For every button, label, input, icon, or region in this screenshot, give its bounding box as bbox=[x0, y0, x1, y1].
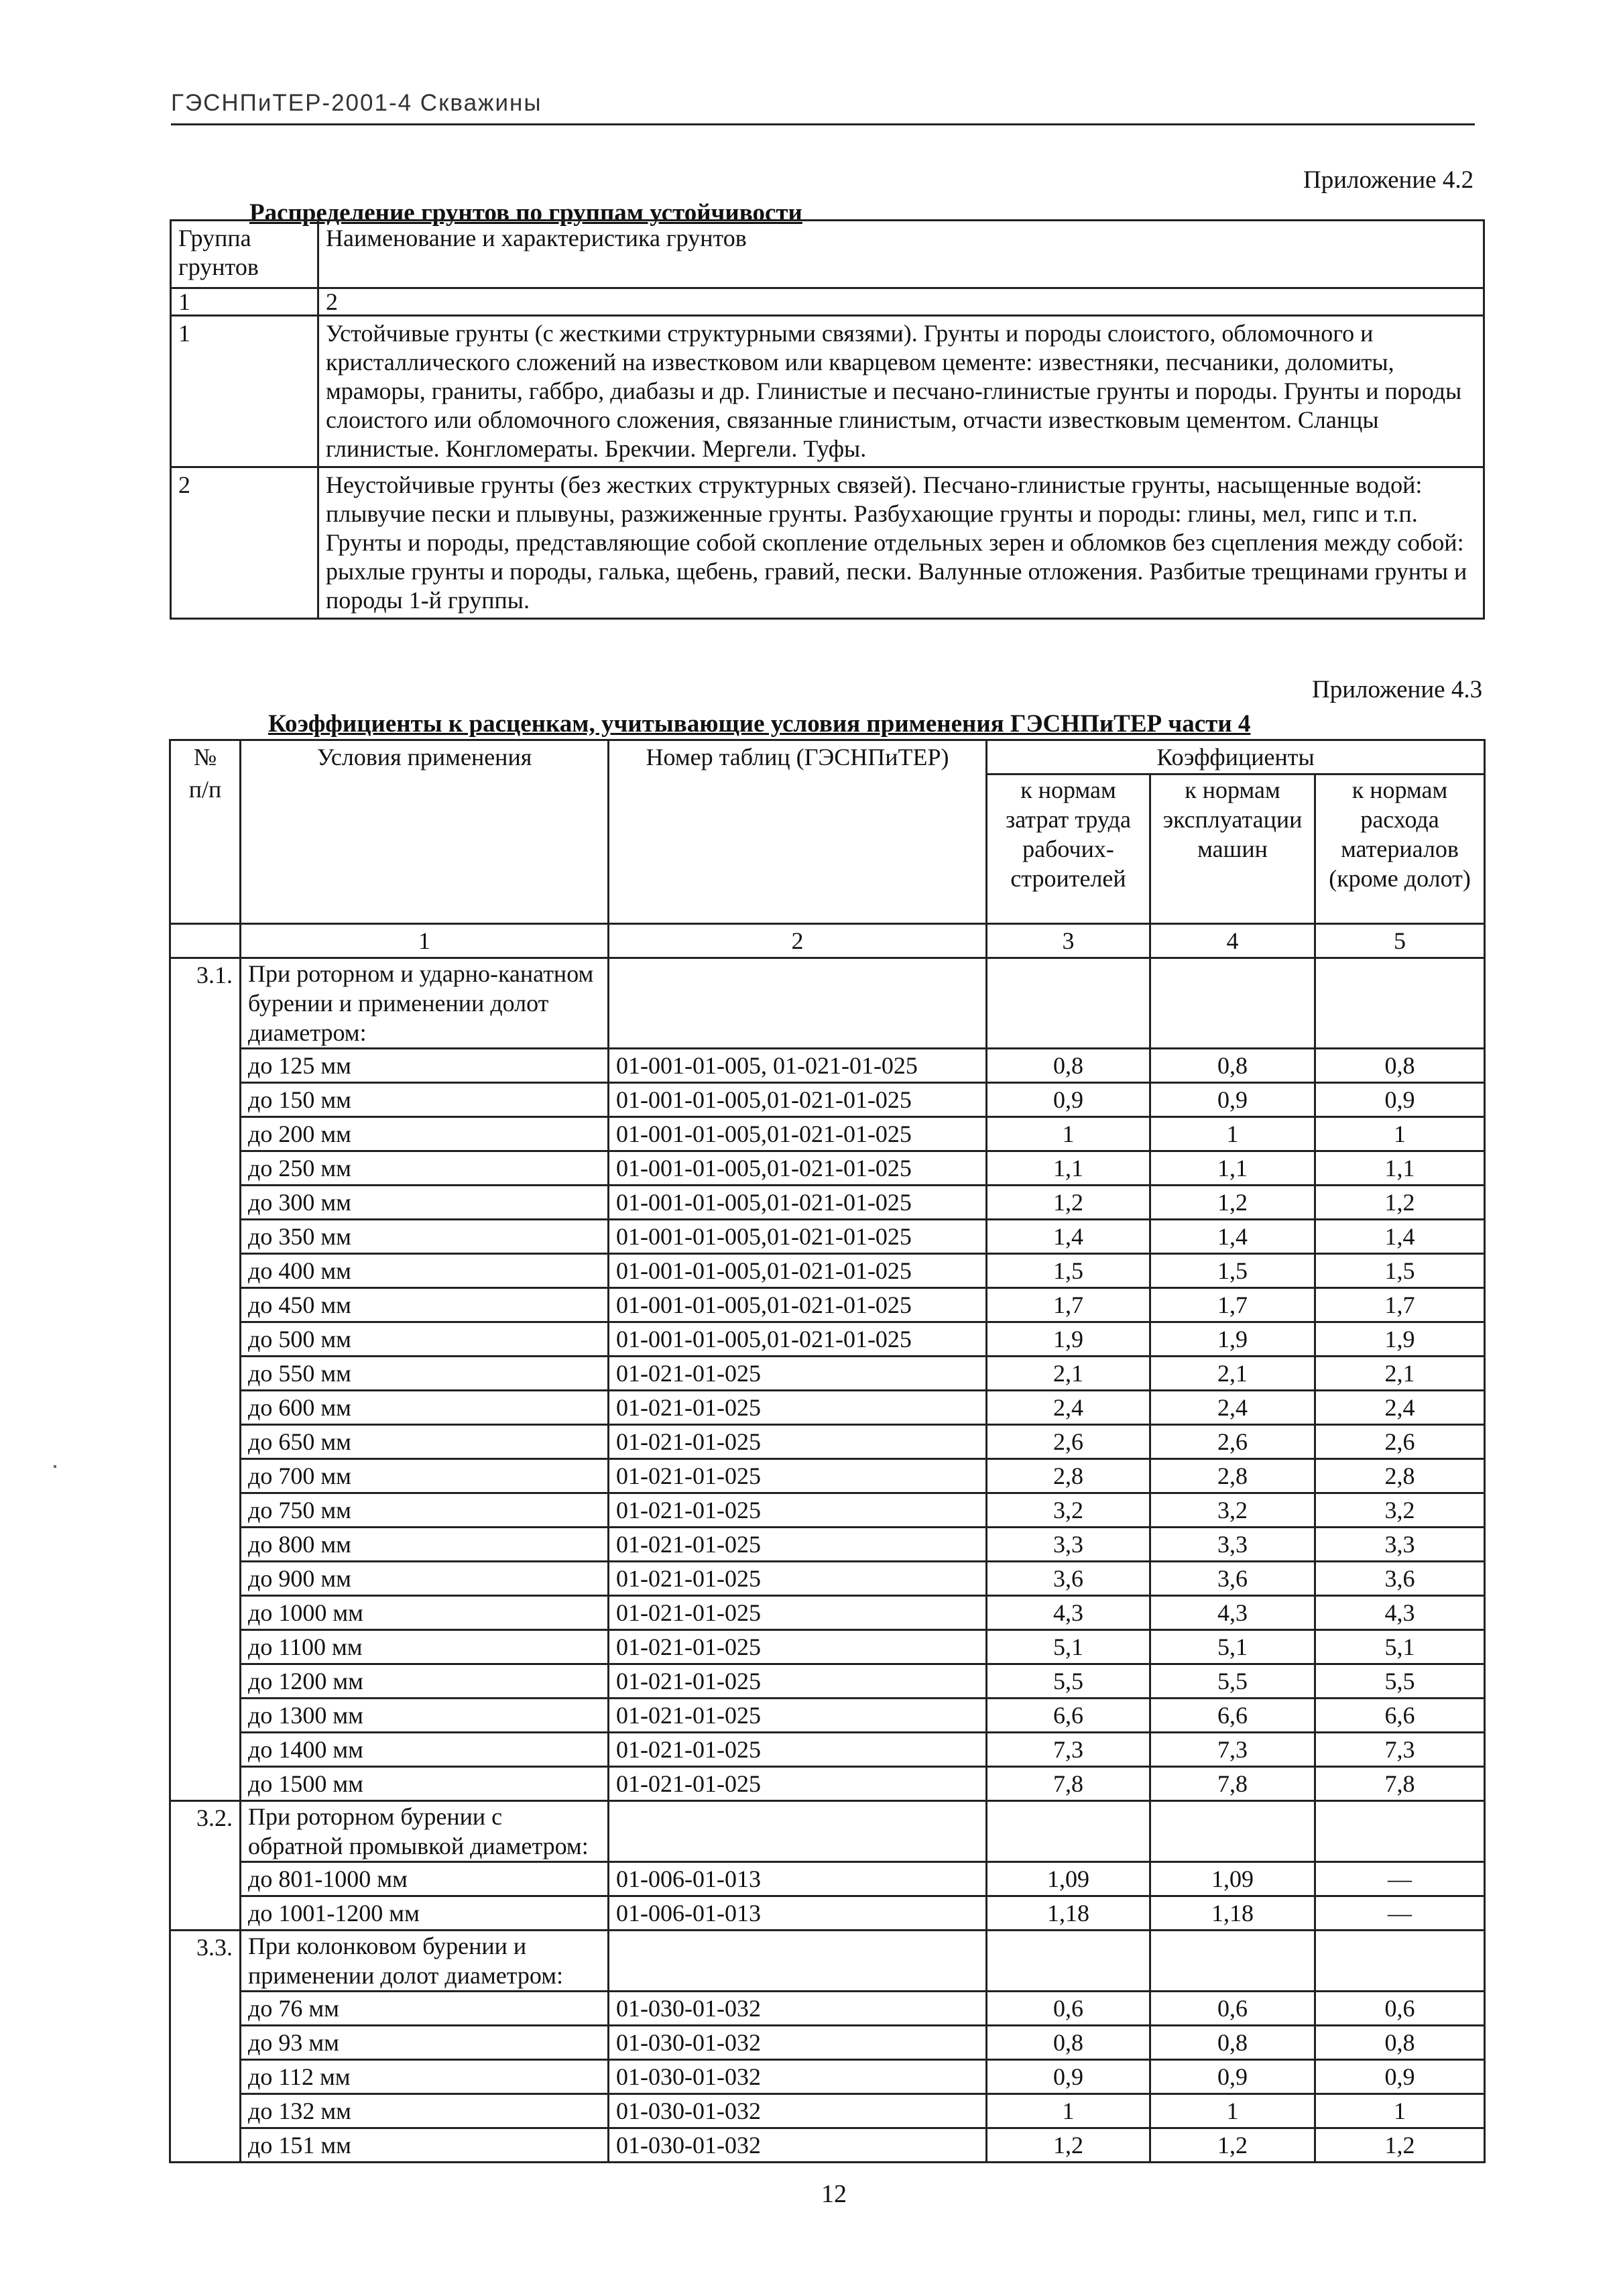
diameter-cell: до 93 мм bbox=[241, 2026, 609, 2060]
materials-coefficient-cell: 1,2 bbox=[1315, 2128, 1485, 2163]
diameter-cell: до 900 мм bbox=[241, 1562, 609, 1596]
materials-coefficient-cell: 0,6 bbox=[1315, 1992, 1485, 2026]
diameter-cell: до 125 мм bbox=[241, 1049, 609, 1083]
table-row bbox=[170, 2026, 1485, 2060]
machines-coefficient-cell: 2,8 bbox=[1150, 1459, 1315, 1493]
machines-coefficient-cell: 0,9 bbox=[1150, 2060, 1315, 2094]
table-number-cell: 01-021-01-025 bbox=[609, 1459, 987, 1493]
empty-cell bbox=[1315, 1931, 1485, 1992]
materials-coefficient-cell: 2,6 bbox=[1315, 1425, 1485, 1459]
section-title-cell: При роторном и ударно-канатном бурении и применении долот диаметром: bbox=[241, 958, 609, 1049]
empty-cell bbox=[609, 1801, 987, 1862]
labor-coefficient-cell: 0,6 bbox=[987, 1992, 1150, 2026]
machines-coefficient-cell: 0,8 bbox=[1150, 1049, 1315, 1083]
machines-coefficient-cell: 1,18 bbox=[1150, 1896, 1315, 1931]
materials-coefficient-cell: 3,3 bbox=[1315, 1528, 1485, 1562]
diameter-cell: до 1100 мм bbox=[241, 1630, 609, 1664]
materials-coefficient-cell: 0,8 bbox=[1315, 2026, 1485, 2060]
materials-coefficient-cell: — bbox=[1315, 1862, 1485, 1896]
table-number-cell: 01-021-01-025 bbox=[609, 1767, 987, 1801]
table-coefficients bbox=[169, 739, 1486, 2163]
materials-coefficient-cell: 0,9 bbox=[1315, 2060, 1485, 2094]
machines-coefficient-cell: 7,3 bbox=[1150, 1733, 1315, 1767]
header-cell-coefficients: Коэффициенты bbox=[987, 740, 1485, 774]
description-cell: Устойчивые грунты (с жесткими структурными связями). Грунты и породы слоистого, обломочного и кристаллического сложений на известковом или кварцевом цементе: известняки, песчаники, доломиты, мраморы, граниты, габбро, диабазы и др. Глинистые и песчано-глинистые грунты и породы. Грунты и породы слоистого или обломочного сложения, связанные глинистым, отчасти известковым цементом. Сланцы глинистые. Конгломераты. Брекчии. Мергели. Туфы. bbox=[318, 316, 1484, 467]
table-row bbox=[170, 1562, 1485, 1596]
table-row bbox=[170, 1049, 1485, 1083]
diameter-cell: до 801-1000 мм bbox=[241, 1862, 609, 1896]
materials-coefficient-cell: 1,4 bbox=[1315, 1220, 1485, 1254]
column-number-row bbox=[170, 924, 1485, 958]
empty-cell bbox=[1150, 1931, 1315, 1992]
labor-coefficient-cell: 0,9 bbox=[987, 1083, 1150, 1117]
materials-coefficient-cell: 4,3 bbox=[1315, 1596, 1485, 1630]
diameter-cell: до 1200 мм bbox=[241, 1664, 609, 1699]
machines-coefficient-cell: 0,8 bbox=[1150, 2026, 1315, 2060]
labor-coefficient-cell: 1 bbox=[987, 1117, 1150, 1151]
table-number-cell: 01-021-01-025 bbox=[609, 1357, 987, 1391]
empty-cell bbox=[1150, 1801, 1315, 1862]
diameter-cell: до 132 мм bbox=[241, 2094, 609, 2128]
labor-coefficient-cell: 2,1 bbox=[987, 1357, 1150, 1391]
diameter-cell: до 700 мм bbox=[241, 1459, 609, 1493]
materials-coefficient-cell: 2,1 bbox=[1315, 1357, 1485, 1391]
page-number: 12 bbox=[821, 2180, 847, 2208]
header-cell-tables: Номер таблиц (ГЭСНПиТЕР) bbox=[609, 740, 987, 924]
materials-coefficient-cell: 1,7 bbox=[1315, 1288, 1485, 1322]
machines-coefficient-cell: 1,5 bbox=[1150, 1254, 1315, 1288]
labor-coefficient-cell: 1,5 bbox=[987, 1254, 1150, 1288]
empty-cell bbox=[1150, 958, 1315, 1049]
table-row bbox=[170, 1992, 1485, 2026]
table-row bbox=[170, 2094, 1485, 2128]
column-number-cell: 3 bbox=[987, 924, 1150, 958]
labor-coefficient-cell: 0,9 bbox=[987, 2060, 1150, 2094]
diameter-cell: до 650 мм bbox=[241, 1425, 609, 1459]
table-row bbox=[170, 1288, 1485, 1322]
header-cell-labor: к нормам затрат труда рабочих-строителей bbox=[987, 774, 1150, 924]
materials-coefficient-cell: 7,3 bbox=[1315, 1733, 1485, 1767]
table-row bbox=[171, 316, 1484, 467]
diameter-cell: до 250 мм bbox=[241, 1151, 609, 1186]
table-number-cell: 01-021-01-025 bbox=[609, 1664, 987, 1699]
table-number-cell: 01-030-01-032 bbox=[609, 2060, 987, 2094]
machines-coefficient-cell: 2,1 bbox=[1150, 1357, 1315, 1391]
table-number-cell: 01-030-01-032 bbox=[609, 1992, 987, 2026]
materials-coefficient-cell: 0,8 bbox=[1315, 1049, 1485, 1083]
scan-speck bbox=[54, 1465, 56, 1468]
machines-coefficient-cell: 1,9 bbox=[1150, 1322, 1315, 1357]
column-number-cell: 4 bbox=[1150, 924, 1315, 958]
diameter-cell: до 112 мм bbox=[241, 2060, 609, 2094]
table-number-cell: 01-030-01-032 bbox=[609, 2128, 987, 2163]
diameter-cell: до 1001-1200 мм bbox=[241, 1896, 609, 1931]
table-number-cell: 01-001-01-005,01-021-01-025 bbox=[609, 1083, 987, 1117]
machines-coefficient-cell: 3,6 bbox=[1150, 1562, 1315, 1596]
materials-coefficient-cell: 1 bbox=[1315, 2094, 1485, 2128]
machines-coefficient-cell: 1,2 bbox=[1150, 1186, 1315, 1220]
table-number-cell: 01-001-01-005,01-021-01-025 bbox=[609, 1151, 987, 1186]
machines-coefficient-cell: 3,3 bbox=[1150, 1528, 1315, 1562]
labor-coefficient-cell: 1,4 bbox=[987, 1220, 1150, 1254]
diameter-cell: до 450 мм bbox=[241, 1288, 609, 1322]
table-number-cell: 01-001-01-005,01-021-01-025 bbox=[609, 1117, 987, 1151]
labor-coefficient-cell: 1,9 bbox=[987, 1322, 1150, 1357]
table-row bbox=[170, 1220, 1485, 1254]
section-title-row bbox=[170, 1931, 1485, 1992]
diameter-cell: до 150 мм bbox=[241, 1083, 609, 1117]
diameter-cell: до 1000 мм bbox=[241, 1596, 609, 1630]
materials-coefficient-cell: 1,9 bbox=[1315, 1322, 1485, 1357]
section-number-cell: 3.3. bbox=[170, 1931, 241, 2163]
table-row bbox=[170, 1459, 1485, 1493]
labor-coefficient-cell: 3,2 bbox=[987, 1493, 1150, 1528]
machines-coefficient-cell: 5,1 bbox=[1150, 1630, 1315, 1664]
machines-coefficient-cell: 1 bbox=[1150, 2094, 1315, 2128]
machines-coefficient-cell: 0,9 bbox=[1150, 1083, 1315, 1117]
diameter-cell: до 151 мм bbox=[241, 2128, 609, 2163]
section-title-cell: При роторном бурении с обратной промывкой диаметром: bbox=[241, 1801, 609, 1862]
labor-coefficient-cell: 6,6 bbox=[987, 1699, 1150, 1733]
table-row bbox=[170, 1391, 1485, 1425]
machines-coefficient-cell: 5,5 bbox=[1150, 1664, 1315, 1699]
machines-coefficient-cell: 3,2 bbox=[1150, 1493, 1315, 1528]
table-row bbox=[170, 1322, 1485, 1357]
diameter-cell: до 500 мм bbox=[241, 1322, 609, 1357]
running-header bbox=[171, 86, 1475, 125]
materials-coefficient-cell: 6,6 bbox=[1315, 1699, 1485, 1733]
labor-coefficient-cell: 0,8 bbox=[987, 1049, 1150, 1083]
table-number-cell: 01-001-01-005,01-021-01-025 bbox=[609, 1220, 987, 1254]
table-coefficients-title: Коэффициенты к расценкам, учитывающие условия применения ГЭСНПиТЕР части 4 bbox=[268, 710, 1251, 738]
diameter-cell: до 350 мм bbox=[241, 1220, 609, 1254]
column-number-cell: 5 bbox=[1315, 924, 1485, 958]
table-number-cell: 01-021-01-025 bbox=[609, 1630, 987, 1664]
labor-coefficient-cell: 1,2 bbox=[987, 1186, 1150, 1220]
table-number-cell: 01-001-01-005,01-021-01-025 bbox=[609, 1288, 987, 1322]
diameter-cell: до 76 мм bbox=[241, 1992, 609, 2026]
diameter-cell: до 600 мм bbox=[241, 1391, 609, 1425]
labor-coefficient-cell: 7,8 bbox=[987, 1767, 1150, 1801]
labor-coefficient-cell: 3,6 bbox=[987, 1562, 1150, 1596]
diameter-cell: до 300 мм bbox=[241, 1186, 609, 1220]
table-number-cell: 01-021-01-025 bbox=[609, 1596, 987, 1630]
diameter-cell: до 550 мм bbox=[241, 1357, 609, 1391]
labor-coefficient-cell: 5,5 bbox=[987, 1664, 1150, 1699]
column-number-row bbox=[171, 288, 1484, 316]
machines-coefficient-cell: 1 bbox=[1150, 1117, 1315, 1151]
materials-coefficient-cell: 0,9 bbox=[1315, 1083, 1485, 1117]
table-header-row bbox=[171, 221, 1484, 288]
table-row bbox=[170, 1896, 1485, 1931]
header-cell-group: Группа грунтов bbox=[171, 221, 318, 288]
table-row bbox=[170, 1664, 1485, 1699]
table-number-cell: 01-030-01-032 bbox=[609, 2094, 987, 2128]
machines-coefficient-cell: 6,6 bbox=[1150, 1699, 1315, 1733]
labor-coefficient-cell: 1 bbox=[987, 2094, 1150, 2128]
empty-cell bbox=[1315, 958, 1485, 1049]
materials-coefficient-cell: 3,6 bbox=[1315, 1562, 1485, 1596]
materials-coefficient-cell: — bbox=[1315, 1896, 1485, 1931]
table-number-cell: 01-021-01-025 bbox=[609, 1562, 987, 1596]
group-cell: 2 bbox=[171, 467, 318, 619]
empty-cell bbox=[987, 1801, 1150, 1862]
table-number-cell: 01-001-01-005, 01-021-01-025 bbox=[609, 1049, 987, 1083]
labor-coefficient-cell: 5,1 bbox=[987, 1630, 1150, 1664]
table-soil-groups-title: Распределение грунтов по группам устойчивости bbox=[249, 199, 802, 227]
machines-coefficient-cell: 0,6 bbox=[1150, 1992, 1315, 2026]
table-number-cell: 01-006-01-013 bbox=[609, 1862, 987, 1896]
materials-coefficient-cell: 2,4 bbox=[1315, 1391, 1485, 1425]
materials-coefficient-cell: 5,1 bbox=[1315, 1630, 1485, 1664]
diameter-cell: до 1300 мм bbox=[241, 1699, 609, 1733]
table-number-cell: 01-021-01-025 bbox=[609, 1528, 987, 1562]
header-cell-conditions: Условия применения bbox=[241, 740, 609, 924]
diameter-cell: до 800 мм bbox=[241, 1528, 609, 1562]
materials-coefficient-cell: 5,5 bbox=[1315, 1664, 1485, 1699]
section-title-row bbox=[170, 1801, 1485, 1862]
materials-coefficient-cell: 3,2 bbox=[1315, 1493, 1485, 1528]
section-title-row bbox=[170, 958, 1485, 1049]
table-row bbox=[170, 1596, 1485, 1630]
column-number-cell: 2 bbox=[609, 924, 987, 958]
header-cell-description: Наименование и характеристика грунтов bbox=[318, 221, 1484, 288]
labor-coefficient-cell: 0,8 bbox=[987, 2026, 1150, 2060]
empty-cell bbox=[987, 958, 1150, 1049]
description-cell: Неустойчивые грунты (без жестких структурных связей). Песчано-глинистые грунты, насыщенные водой: плывучие пески и плывуны, разжиженные грунты. Разбухающие грунты и породы: глины, мел, гипс и т.п. Грунты и породы, представляющие собой скопление отдельных зерен и обломков без сцепления между собой: рыхлые грунты и породы, галька, щебень, гравий, пески. Валунные отложения. Разбитые трещинами грунты и породы 1-й группы. bbox=[318, 467, 1484, 619]
table-number-cell: 01-006-01-013 bbox=[609, 1896, 987, 1931]
column-number-cell: 2 bbox=[318, 288, 1484, 316]
section-number-cell: 3.2. bbox=[170, 1801, 241, 1931]
table-number-cell: 01-021-01-025 bbox=[609, 1699, 987, 1733]
labor-coefficient-cell: 2,6 bbox=[987, 1425, 1150, 1459]
machines-coefficient-cell: 2,4 bbox=[1150, 1391, 1315, 1425]
section-number-cell: 3.1. bbox=[170, 958, 241, 1801]
group-cell: 1 bbox=[171, 316, 318, 467]
machines-coefficient-cell: 7,8 bbox=[1150, 1767, 1315, 1801]
column-number-cell bbox=[170, 924, 241, 958]
table-number-cell: 01-021-01-025 bbox=[609, 1391, 987, 1425]
machines-coefficient-cell: 1,2 bbox=[1150, 2128, 1315, 2163]
section-title-cell: При колонковом бурении и применении долот диаметром: bbox=[241, 1931, 609, 1992]
table-row bbox=[170, 1254, 1485, 1288]
table-number-cell: 01-021-01-025 bbox=[609, 1733, 987, 1767]
table-row bbox=[170, 1493, 1485, 1528]
column-number-cell: 1 bbox=[171, 288, 318, 316]
column-number-cell: 1 bbox=[241, 924, 609, 958]
table-number-cell: 01-021-01-025 bbox=[609, 1425, 987, 1459]
table-number-cell: 01-001-01-005,01-021-01-025 bbox=[609, 1186, 987, 1220]
table-row bbox=[171, 467, 1484, 619]
table-number-cell: 01-030-01-032 bbox=[609, 2026, 987, 2060]
appendix-4-3-label: Приложение 4.3 bbox=[1312, 676, 1483, 703]
table-row bbox=[170, 1425, 1485, 1459]
empty-cell bbox=[1315, 1801, 1485, 1862]
labor-coefficient-cell: 1,18 bbox=[987, 1896, 1150, 1931]
table-row bbox=[170, 2060, 1485, 2094]
diameter-cell: до 750 мм bbox=[241, 1493, 609, 1528]
diameter-cell: до 400 мм bbox=[241, 1254, 609, 1288]
empty-cell bbox=[609, 958, 987, 1049]
table-row bbox=[170, 1528, 1485, 1562]
labor-coefficient-cell: 4,3 bbox=[987, 1596, 1150, 1630]
empty-cell bbox=[609, 1931, 987, 1992]
labor-coefficient-cell: 2,8 bbox=[987, 1459, 1150, 1493]
appendix-4-2-label: Приложение 4.2 bbox=[1303, 166, 1474, 194]
table-row bbox=[170, 1733, 1485, 1767]
table-row bbox=[170, 1767, 1485, 1801]
materials-coefficient-cell: 1,5 bbox=[1315, 1254, 1485, 1288]
diameter-cell: до 1400 мм bbox=[241, 1733, 609, 1767]
table-row bbox=[170, 2128, 1485, 2163]
materials-coefficient-cell: 2,8 bbox=[1315, 1459, 1485, 1493]
labor-coefficient-cell: 1,7 bbox=[987, 1288, 1150, 1322]
table-row bbox=[170, 1083, 1485, 1117]
labor-coefficient-cell: 1,09 bbox=[987, 1862, 1150, 1896]
machines-coefficient-cell: 1,09 bbox=[1150, 1862, 1315, 1896]
machines-coefficient-cell: 1,7 bbox=[1150, 1288, 1315, 1322]
table-row bbox=[170, 1862, 1485, 1896]
table-row bbox=[170, 1630, 1485, 1664]
table-row bbox=[170, 1357, 1485, 1391]
table-number-cell: 01-001-01-005,01-021-01-025 bbox=[609, 1254, 987, 1288]
table-soil-groups bbox=[170, 219, 1485, 620]
table-row bbox=[170, 1699, 1485, 1733]
materials-coefficient-cell: 1 bbox=[1315, 1117, 1485, 1151]
materials-coefficient-cell: 1,2 bbox=[1315, 1186, 1485, 1220]
machines-coefficient-cell: 1,4 bbox=[1150, 1220, 1315, 1254]
labor-coefficient-cell: 7,3 bbox=[987, 1733, 1150, 1767]
machines-coefficient-cell: 4,3 bbox=[1150, 1596, 1315, 1630]
table-row bbox=[170, 1117, 1485, 1151]
labor-coefficient-cell: 1,2 bbox=[987, 2128, 1150, 2163]
machines-coefficient-cell: 2,6 bbox=[1150, 1425, 1315, 1459]
table-row bbox=[170, 1151, 1485, 1186]
labor-coefficient-cell: 3,3 bbox=[987, 1528, 1150, 1562]
labor-coefficient-cell: 1,1 bbox=[987, 1151, 1150, 1186]
header-cell-materials: к нормам расхода материалов (кроме долот) bbox=[1315, 774, 1485, 924]
diameter-cell: до 1500 мм bbox=[241, 1767, 609, 1801]
empty-cell bbox=[987, 1931, 1150, 1992]
header-cell-number: № п/п bbox=[170, 740, 241, 924]
table-row bbox=[170, 1186, 1485, 1220]
labor-coefficient-cell: 2,4 bbox=[987, 1391, 1150, 1425]
table-number-cell: 01-001-01-005,01-021-01-025 bbox=[609, 1322, 987, 1357]
table-header-row bbox=[170, 740, 1485, 774]
materials-coefficient-cell: 1,1 bbox=[1315, 1151, 1485, 1186]
machines-coefficient-cell: 1,1 bbox=[1150, 1151, 1315, 1186]
diameter-cell: до 200 мм bbox=[241, 1117, 609, 1151]
materials-coefficient-cell: 7,8 bbox=[1315, 1767, 1485, 1801]
coefficients-table-body bbox=[170, 958, 1485, 2163]
header-cell-machines: к нормам эксплуатации машин bbox=[1150, 774, 1315, 924]
running-title: ГЭСНПиТЕР-2001-4 Скважины bbox=[171, 90, 542, 116]
table-number-cell: 01-021-01-025 bbox=[609, 1493, 987, 1528]
